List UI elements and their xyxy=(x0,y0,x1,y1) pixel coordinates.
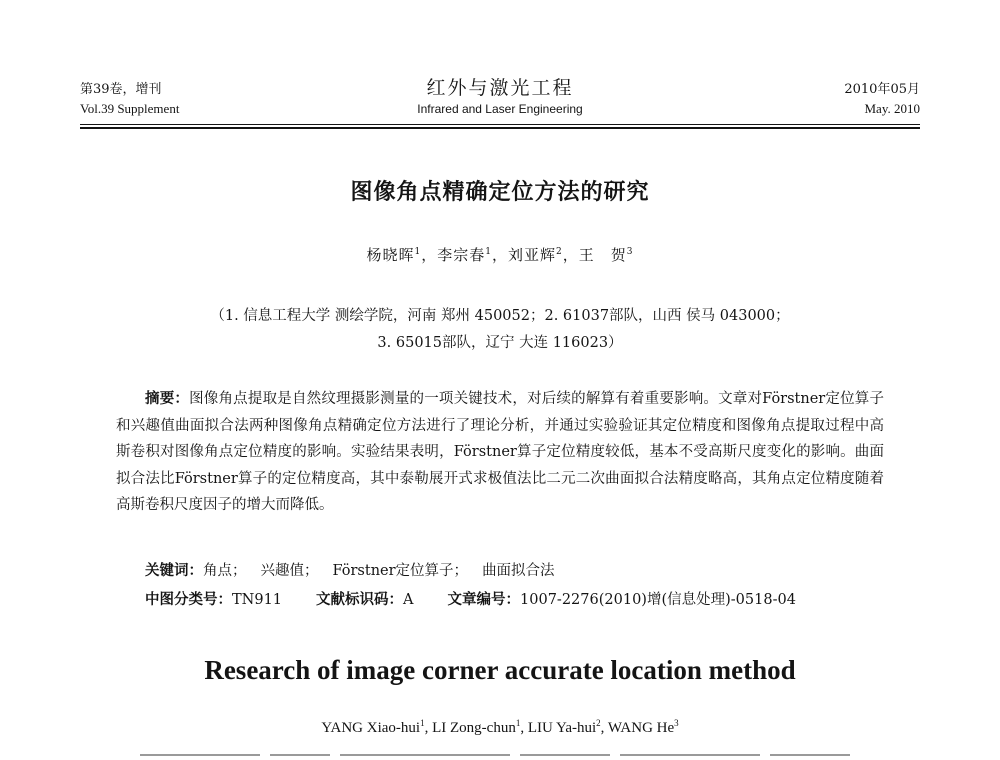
running-header xyxy=(80,76,920,124)
abstract-label: 摘要： xyxy=(145,391,190,407)
author-affil-mark: 3 xyxy=(626,247,634,257)
article-number-label: 文章编号： xyxy=(447,592,521,608)
author-en xyxy=(432,720,520,736)
author-en xyxy=(608,720,679,736)
journal-name-cn: 红外与激光工程 xyxy=(426,77,574,99)
author-affil-mark: 2 xyxy=(556,247,563,257)
keyword: 曲面拟合法 xyxy=(482,563,555,579)
article-number: 1007-2276(2010)增(信息处理)-0518-04 xyxy=(520,592,796,608)
author-separator: , xyxy=(520,720,528,736)
paper-title-en: Research of image corner accurate location method xyxy=(204,655,796,685)
author-separator: , xyxy=(424,720,433,736)
author-cn xyxy=(579,246,634,264)
abstract-text: 图像角点提取是自然纹理摄影测量的一项关键技术，对后续的解算有着重要影响。文章对Förstner定位算子和兴趣值曲面拟合法两种图像角点精确定位方法进行了理论分析，并通过实验验证其定位精度和图像角点提取过程中高斯卷积对图像角点定位精度的影响。实验结果表明，Förstner算子定位精度较低，基本不受高斯尺度变化的影响。曲面拟合法比Förstner算子的定位精度高，其中泰勒展开式求极值法比二元二次曲面拟合法精度略高，其角点定位精度随着高斯卷积尺度因子的增大而降低。 xyxy=(116,391,885,513)
author-cn xyxy=(437,246,492,264)
keywords xyxy=(145,560,885,582)
document-code: A xyxy=(403,592,414,608)
keyword: 角点； xyxy=(203,563,247,579)
author-affil-mark: 1 xyxy=(515,718,521,728)
clc-number: TN911 xyxy=(232,592,283,608)
author-separator: ， xyxy=(562,246,579,264)
author-name: 刘亚辉 xyxy=(508,246,557,264)
issue-date xyxy=(844,80,920,118)
author-name: 王 贺 xyxy=(578,246,627,264)
keywords-label: 关键词： xyxy=(145,563,203,579)
author-name: 李宗春 xyxy=(437,246,486,264)
issue-date-cn: 2010年05月 xyxy=(844,82,920,97)
affiliation-line: 3. 65015部队，辽宁 大连 116023） xyxy=(377,335,623,351)
affiliations xyxy=(110,303,890,357)
author-affil-mark: 3 xyxy=(674,718,679,728)
issue-date-en: May. 2010 xyxy=(864,101,920,116)
author-name: 杨晓晖 xyxy=(366,246,415,264)
author-separator: ， xyxy=(421,246,438,264)
author-separator: ， xyxy=(491,246,508,264)
document-code-label: 文献标识码： xyxy=(316,592,404,608)
author-affil-mark: 1 xyxy=(485,247,492,257)
classification-line xyxy=(145,589,885,611)
author-affil-mark: 1 xyxy=(420,718,425,728)
author-name: LI Zong-chun xyxy=(432,720,516,736)
affiliation-line: （1. 信息工程大学 测绘学院，河南 郑州 450052；2. 61037部队，山西 侯马 043000； xyxy=(210,308,790,324)
keyword: Förstner定位算子； xyxy=(332,563,469,579)
volume-en: Vol.39 Supplement xyxy=(80,101,180,116)
author-name: WANG He xyxy=(607,720,675,736)
author-affil-mark: 2 xyxy=(596,718,601,728)
header-rule-thick xyxy=(80,127,920,129)
keyword: 兴趣值； xyxy=(260,563,319,579)
abstract xyxy=(116,386,884,519)
author-affil-mark: 1 xyxy=(414,247,422,257)
header-rule-thin xyxy=(80,124,920,125)
journal-name xyxy=(80,76,920,118)
author-list-cn xyxy=(0,244,1000,265)
clc-label: 中图分类号： xyxy=(145,592,232,608)
volume-cn: 第39卷，增刊 xyxy=(80,82,162,97)
author-cn xyxy=(508,246,563,264)
author-separator: , xyxy=(600,720,608,736)
author-cn xyxy=(366,246,421,264)
author-en xyxy=(321,720,424,736)
journal-name-en: Infrared and Laser Engineering xyxy=(417,102,583,116)
paper-title-cn: 图像角点精确定位方法的研究 xyxy=(350,180,650,205)
author-en xyxy=(528,720,601,736)
author-name: LIU Ya-hui xyxy=(527,720,597,736)
cropped-text-fragment xyxy=(140,754,860,760)
author-list-en xyxy=(0,720,1000,737)
author-name: YANG Xiao-hui xyxy=(321,720,421,736)
